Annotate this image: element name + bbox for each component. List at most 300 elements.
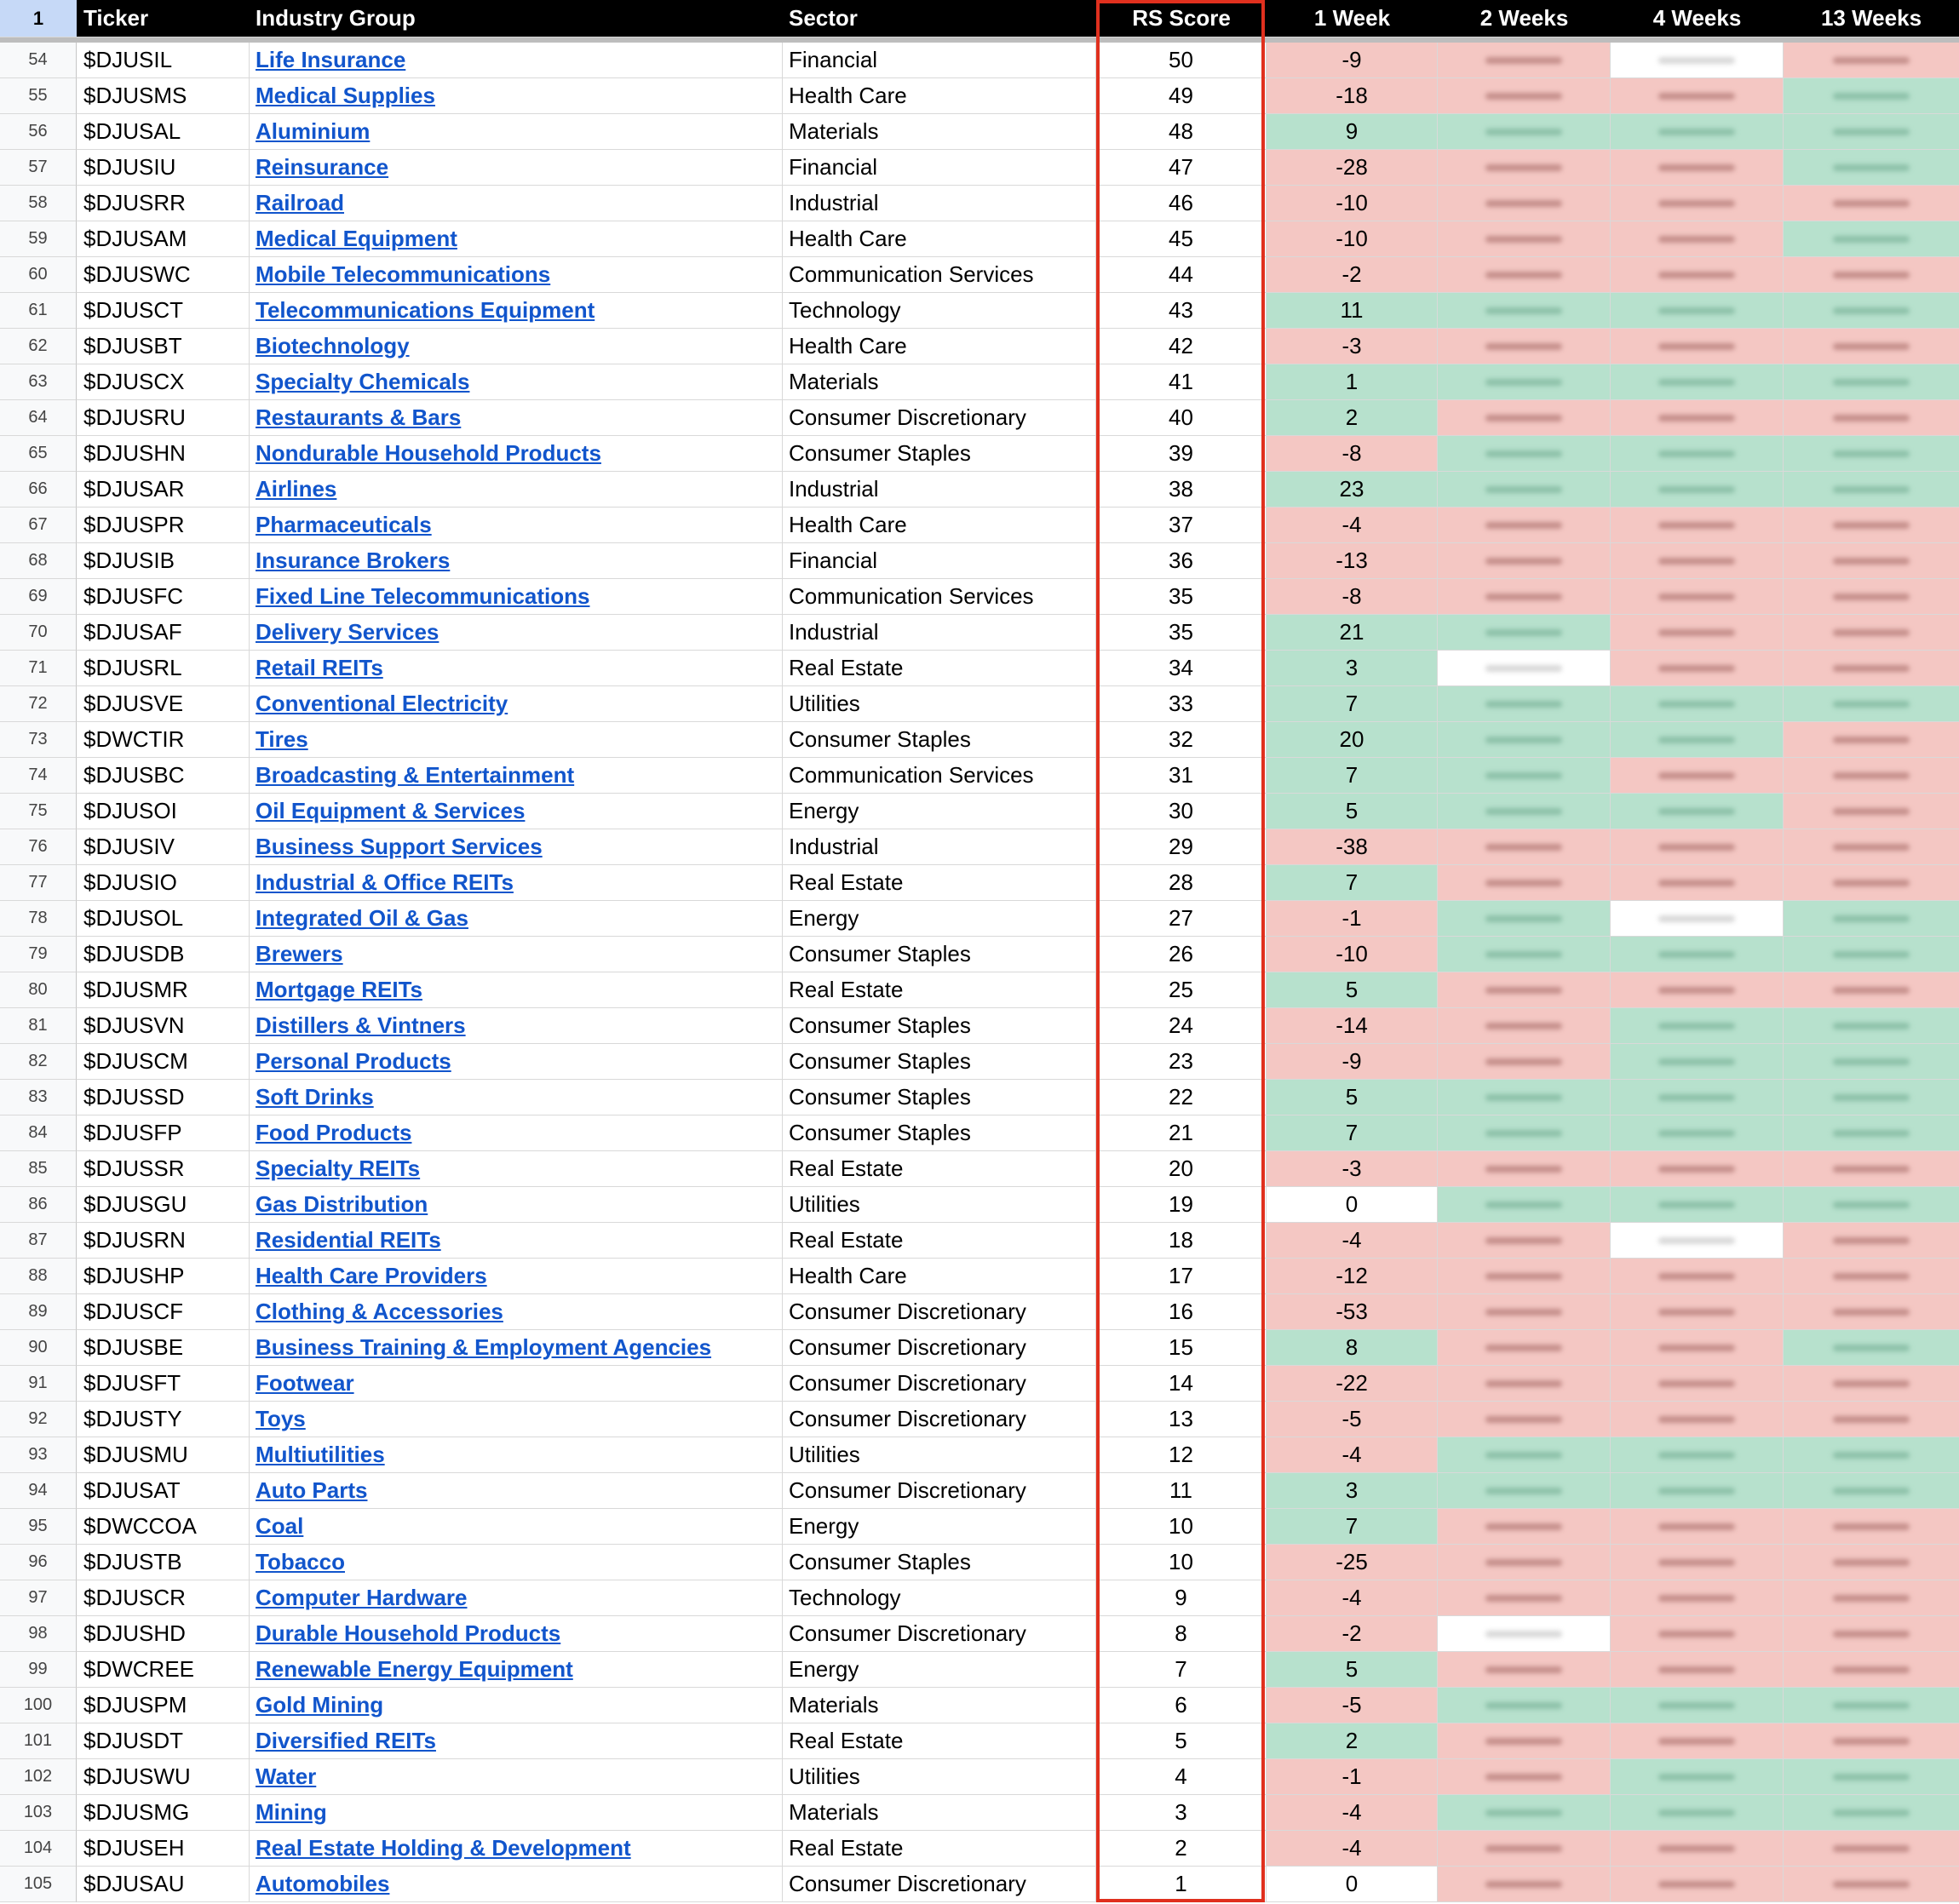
week-2-change-cell[interactable] <box>1438 1187 1611 1223</box>
week-13-change-cell[interactable] <box>1784 543 1959 579</box>
week-4-change-cell[interactable] <box>1611 1509 1784 1545</box>
industry-group-cell[interactable] <box>250 436 783 472</box>
week-13-change-cell[interactable] <box>1784 865 1959 901</box>
week-4-change-cell[interactable] <box>1611 1187 1784 1223</box>
industry-group-link[interactable]: Business Support Services <box>256 834 543 859</box>
week-2-change-cell[interactable] <box>1438 508 1611 543</box>
week-4-change-cell[interactable] <box>1611 1330 1784 1366</box>
industry-group-cell[interactable] <box>250 78 783 114</box>
rs-score-cell[interactable]: 49 <box>1096 78 1267 114</box>
week-2-change-cell[interactable] <box>1438 293 1611 329</box>
week-13-change-cell[interactable] <box>1784 114 1959 150</box>
rs-score-cell[interactable]: 26 <box>1096 937 1267 972</box>
ticker-cell[interactable]: $DJUSWU <box>77 1759 250 1795</box>
rs-score-cell[interactable]: 37 <box>1096 508 1267 543</box>
sector-cell[interactable]: Real Estate <box>783 972 1096 1008</box>
week-2-change-cell[interactable] <box>1438 400 1611 436</box>
industry-group-cell[interactable] <box>250 186 783 221</box>
week-13-change-cell[interactable] <box>1784 1616 1959 1652</box>
industry-group-cell[interactable] <box>250 221 783 257</box>
row-number[interactable]: 84 <box>0 1115 77 1151</box>
week-2-change-cell[interactable] <box>1438 865 1611 901</box>
week-4-change-cell[interactable] <box>1611 1473 1784 1509</box>
week-2-change-cell[interactable] <box>1438 722 1611 758</box>
industry-group-link[interactable]: Mortgage REITs <box>256 977 422 1002</box>
week-2-change-cell[interactable] <box>1438 1795 1611 1831</box>
sector-cell[interactable]: Health Care <box>783 1259 1096 1294</box>
week-2-change-cell[interactable] <box>1438 901 1611 937</box>
ticker-cell[interactable]: $DJUSWC <box>77 257 250 293</box>
week-1-change-cell[interactable]: -4 <box>1267 1795 1438 1831</box>
sector-cell[interactable]: Consumer Discretionary <box>783 1330 1096 1366</box>
week-4-change-cell[interactable] <box>1611 1437 1784 1473</box>
ticker-cell[interactable]: $DJUSIU <box>77 150 250 186</box>
week-2-change-cell[interactable] <box>1438 329 1611 364</box>
week-13-change-cell[interactable] <box>1784 1151 1959 1187</box>
week-13-change-cell[interactable] <box>1784 1759 1959 1795</box>
week-2-change-cell[interactable] <box>1438 257 1611 293</box>
row-number[interactable]: 65 <box>0 436 77 472</box>
ticker-cell[interactable]: $DJUSAU <box>77 1867 250 1902</box>
week-2-change-cell[interactable] <box>1438 1545 1611 1580</box>
week-2-change-cell[interactable] <box>1438 1759 1611 1795</box>
row-number[interactable]: 83 <box>0 1080 77 1115</box>
industry-group-cell[interactable] <box>250 472 783 508</box>
week-2-change-cell[interactable] <box>1438 1294 1611 1330</box>
column-header-industry-group[interactable]: Industry Group <box>250 0 783 37</box>
sector-cell[interactable]: Industrial <box>783 186 1096 221</box>
week-4-change-cell[interactable] <box>1611 972 1784 1008</box>
week-13-change-cell[interactable] <box>1784 829 1959 865</box>
week-1-change-cell[interactable]: 23 <box>1267 472 1438 508</box>
sector-cell[interactable]: Real Estate <box>783 1223 1096 1259</box>
industry-group-link[interactable]: Broadcasting & Entertainment <box>256 762 575 788</box>
sector-cell[interactable]: Consumer Discretionary <box>783 1294 1096 1330</box>
row-number[interactable]: 91 <box>0 1366 77 1402</box>
week-4-change-cell[interactable] <box>1611 1223 1784 1259</box>
week-1-change-cell[interactable]: 0 <box>1267 1187 1438 1223</box>
week-4-change-cell[interactable] <box>1611 1115 1784 1151</box>
week-4-change-cell[interactable] <box>1611 758 1784 794</box>
sector-cell[interactable]: Energy <box>783 1652 1096 1688</box>
header-row-number[interactable]: 1 <box>0 0 77 37</box>
row-number[interactable]: 90 <box>0 1330 77 1366</box>
week-2-change-cell[interactable] <box>1438 937 1611 972</box>
week-13-change-cell[interactable] <box>1784 1366 1959 1402</box>
rs-score-cell[interactable]: 39 <box>1096 436 1267 472</box>
sector-cell[interactable]: Financial <box>783 43 1096 78</box>
week-1-change-cell[interactable]: -25 <box>1267 1545 1438 1580</box>
week-2-change-cell[interactable] <box>1438 1151 1611 1187</box>
week-4-change-cell[interactable] <box>1611 651 1784 686</box>
industry-group-cell[interactable] <box>250 1223 783 1259</box>
industry-group-link[interactable]: Auto Parts <box>256 1477 368 1503</box>
industry-group-link[interactable]: Computer Hardware <box>256 1585 468 1610</box>
week-4-change-cell[interactable] <box>1611 1259 1784 1294</box>
rs-score-cell[interactable]: 24 <box>1096 1008 1267 1044</box>
rs-score-cell[interactable]: 46 <box>1096 186 1267 221</box>
industry-group-cell[interactable] <box>250 543 783 579</box>
row-number[interactable]: 69 <box>0 579 77 615</box>
industry-group-link[interactable]: Life Insurance <box>256 47 406 72</box>
row-number[interactable]: 97 <box>0 1580 77 1616</box>
week-13-change-cell[interactable] <box>1784 400 1959 436</box>
week-1-change-cell[interactable]: -9 <box>1267 43 1438 78</box>
week-13-change-cell[interactable] <box>1784 1402 1959 1437</box>
week-2-change-cell[interactable] <box>1438 794 1611 829</box>
week-1-change-cell[interactable]: -53 <box>1267 1294 1438 1330</box>
week-1-change-cell[interactable]: -2 <box>1267 257 1438 293</box>
row-number[interactable]: 105 <box>0 1867 77 1902</box>
industry-group-link[interactable]: Pharmaceuticals <box>256 512 432 537</box>
week-1-change-cell[interactable]: 2 <box>1267 1723 1438 1759</box>
industry-group-link[interactable]: Specialty Chemicals <box>256 369 470 394</box>
week-4-change-cell[interactable] <box>1611 364 1784 400</box>
column-header-ticker[interactable]: Ticker <box>77 0 250 37</box>
week-13-change-cell[interactable] <box>1784 1115 1959 1151</box>
industry-group-link[interactable]: Business Training & Employment Agencies <box>256 1334 712 1360</box>
ticker-cell[interactable]: $DJUSMG <box>77 1795 250 1831</box>
week-13-change-cell[interactable] <box>1784 1723 1959 1759</box>
week-1-change-cell[interactable]: -12 <box>1267 1259 1438 1294</box>
industry-group-cell[interactable] <box>250 1652 783 1688</box>
week-2-change-cell[interactable] <box>1438 1867 1611 1902</box>
week-4-change-cell[interactable] <box>1611 186 1784 221</box>
rs-score-cell[interactable]: 16 <box>1096 1294 1267 1330</box>
row-number[interactable]: 55 <box>0 78 77 114</box>
sector-cell[interactable]: Consumer Staples <box>783 722 1096 758</box>
rs-score-cell[interactable]: 10 <box>1096 1545 1267 1580</box>
week-13-change-cell[interactable] <box>1784 1294 1959 1330</box>
ticker-cell[interactable]: $DJUSSD <box>77 1080 250 1115</box>
week-1-change-cell[interactable]: -4 <box>1267 1580 1438 1616</box>
week-1-change-cell[interactable]: -4 <box>1267 1831 1438 1867</box>
row-number[interactable]: 93 <box>0 1437 77 1473</box>
rs-score-cell[interactable]: 4 <box>1096 1759 1267 1795</box>
sector-cell[interactable]: Consumer Discretionary <box>783 400 1096 436</box>
sector-cell[interactable]: Materials <box>783 114 1096 150</box>
industry-group-cell[interactable] <box>250 1473 783 1509</box>
rs-score-cell[interactable]: 20 <box>1096 1151 1267 1187</box>
industry-group-link[interactable]: Health Care Providers <box>256 1263 487 1288</box>
ticker-cell[interactable]: $DJUSMR <box>77 972 250 1008</box>
week-1-change-cell[interactable]: -1 <box>1267 901 1438 937</box>
week-4-change-cell[interactable] <box>1611 508 1784 543</box>
week-2-change-cell[interactable] <box>1438 1509 1611 1545</box>
week-1-change-cell[interactable]: 11 <box>1267 293 1438 329</box>
industry-group-link[interactable]: Tires <box>256 726 308 752</box>
sector-cell[interactable]: Technology <box>783 293 1096 329</box>
rs-score-cell[interactable]: 31 <box>1096 758 1267 794</box>
week-13-change-cell[interactable] <box>1784 293 1959 329</box>
rs-score-cell[interactable]: 22 <box>1096 1080 1267 1115</box>
rs-score-cell[interactable]: 18 <box>1096 1223 1267 1259</box>
rs-score-cell[interactable]: 1 <box>1096 1867 1267 1902</box>
industry-group-cell[interactable] <box>250 1437 783 1473</box>
industry-group-link[interactable]: Railroad <box>256 190 345 215</box>
ticker-cell[interactable]: $DJUSPM <box>77 1688 250 1723</box>
industry-group-link[interactable]: Toys <box>256 1406 306 1431</box>
row-number[interactable]: 100 <box>0 1688 77 1723</box>
week-1-change-cell[interactable]: 7 <box>1267 758 1438 794</box>
industry-group-cell[interactable] <box>250 1115 783 1151</box>
sector-cell[interactable]: Health Care <box>783 508 1096 543</box>
industry-group-link[interactable]: Medical Supplies <box>256 83 435 108</box>
industry-group-cell[interactable] <box>250 150 783 186</box>
industry-group-link[interactable]: Mobile Telecommunications <box>256 261 551 287</box>
week-2-change-cell[interactable] <box>1438 78 1611 114</box>
industry-group-link[interactable]: Nondurable Household Products <box>256 440 601 466</box>
week-1-change-cell[interactable]: -14 <box>1267 1008 1438 1044</box>
ticker-cell[interactable]: $DJUSFP <box>77 1115 250 1151</box>
week-1-change-cell[interactable]: -10 <box>1267 221 1438 257</box>
industry-group-cell[interactable] <box>250 257 783 293</box>
industry-group-link[interactable]: Delivery Services <box>256 619 439 645</box>
week-13-change-cell[interactable] <box>1784 508 1959 543</box>
industry-group-link[interactable]: Integrated Oil & Gas <box>256 905 468 931</box>
row-number[interactable]: 57 <box>0 150 77 186</box>
ticker-cell[interactable]: $DJUSAT <box>77 1473 250 1509</box>
ticker-cell[interactable]: $DJUSAM <box>77 221 250 257</box>
ticker-cell[interactable]: $DJUSTB <box>77 1545 250 1580</box>
week-1-change-cell[interactable]: -3 <box>1267 1151 1438 1187</box>
sector-cell[interactable]: Health Care <box>783 329 1096 364</box>
industry-group-link[interactable]: Footwear <box>256 1370 354 1396</box>
week-4-change-cell[interactable] <box>1611 1580 1784 1616</box>
ticker-cell[interactable]: $DJUSIV <box>77 829 250 865</box>
row-number[interactable]: 66 <box>0 472 77 508</box>
sector-cell[interactable]: Industrial <box>783 472 1096 508</box>
week-2-change-cell[interactable] <box>1438 1223 1611 1259</box>
industry-group-cell[interactable] <box>250 651 783 686</box>
ticker-cell[interactable]: $DJUSTY <box>77 1402 250 1437</box>
rs-score-cell[interactable]: 3 <box>1096 1795 1267 1831</box>
rs-score-cell[interactable]: 48 <box>1096 114 1267 150</box>
industry-group-cell[interactable] <box>250 1867 783 1902</box>
ticker-cell[interactable]: $DJUSHD <box>77 1616 250 1652</box>
sector-cell[interactable]: Financial <box>783 150 1096 186</box>
row-number[interactable]: 74 <box>0 758 77 794</box>
week-13-change-cell[interactable] <box>1784 186 1959 221</box>
week-1-change-cell[interactable]: 7 <box>1267 1509 1438 1545</box>
row-number[interactable]: 99 <box>0 1652 77 1688</box>
ticker-cell[interactable]: $DJUSRR <box>77 186 250 221</box>
week-4-change-cell[interactable] <box>1611 78 1784 114</box>
week-13-change-cell[interactable] <box>1784 937 1959 972</box>
industry-group-link[interactable]: Distillers & Vintners <box>256 1012 466 1038</box>
industry-group-cell[interactable] <box>250 1831 783 1867</box>
sector-cell[interactable]: Consumer Staples <box>783 1080 1096 1115</box>
rs-score-cell[interactable]: 43 <box>1096 293 1267 329</box>
industry-group-cell[interactable] <box>250 293 783 329</box>
week-13-change-cell[interactable] <box>1784 329 1959 364</box>
industry-group-link[interactable]: Industrial & Office REITs <box>256 869 514 895</box>
rs-score-cell[interactable]: 38 <box>1096 472 1267 508</box>
row-number[interactable]: 73 <box>0 722 77 758</box>
sector-cell[interactable]: Materials <box>783 1795 1096 1831</box>
sector-cell[interactable]: Consumer Staples <box>783 1545 1096 1580</box>
industry-group-cell[interactable] <box>250 1545 783 1580</box>
week-1-change-cell[interactable]: -4 <box>1267 1223 1438 1259</box>
industry-group-cell[interactable] <box>250 794 783 829</box>
industry-group-cell[interactable] <box>250 1616 783 1652</box>
ticker-cell[interactable]: $DJUSRN <box>77 1223 250 1259</box>
row-number[interactable]: 81 <box>0 1008 77 1044</box>
sector-cell[interactable]: Materials <box>783 1688 1096 1723</box>
week-2-change-cell[interactable] <box>1438 579 1611 615</box>
week-4-change-cell[interactable] <box>1611 579 1784 615</box>
week-4-change-cell[interactable] <box>1611 1867 1784 1902</box>
industry-group-cell[interactable] <box>250 1580 783 1616</box>
week-13-change-cell[interactable] <box>1784 615 1959 651</box>
week-13-change-cell[interactable] <box>1784 1330 1959 1366</box>
week-1-change-cell[interactable]: -38 <box>1267 829 1438 865</box>
week-4-change-cell[interactable] <box>1611 1688 1784 1723</box>
week-13-change-cell[interactable] <box>1784 43 1959 78</box>
week-13-change-cell[interactable] <box>1784 686 1959 722</box>
week-13-change-cell[interactable] <box>1784 1580 1959 1616</box>
ticker-cell[interactable]: $DJUSBE <box>77 1330 250 1366</box>
industry-group-cell[interactable] <box>250 1044 783 1080</box>
week-1-change-cell[interactable]: 5 <box>1267 794 1438 829</box>
row-number[interactable]: 54 <box>0 43 77 78</box>
industry-group-link[interactable]: Coal <box>256 1513 304 1539</box>
week-2-change-cell[interactable] <box>1438 651 1611 686</box>
week-2-change-cell[interactable] <box>1438 1723 1611 1759</box>
industry-group-link[interactable]: Durable Household Products <box>256 1620 561 1646</box>
row-number[interactable]: 60 <box>0 257 77 293</box>
industry-group-cell[interactable] <box>250 937 783 972</box>
week-13-change-cell[interactable] <box>1784 257 1959 293</box>
week-4-change-cell[interactable] <box>1611 1294 1784 1330</box>
week-4-change-cell[interactable] <box>1611 257 1784 293</box>
rs-score-cell[interactable]: 2 <box>1096 1831 1267 1867</box>
row-number[interactable]: 67 <box>0 508 77 543</box>
ticker-cell[interactable]: $DJUSCX <box>77 364 250 400</box>
row-number[interactable]: 61 <box>0 293 77 329</box>
ticker-cell[interactable]: $DJUSBT <box>77 329 250 364</box>
ticker-cell[interactable]: $DJUSRL <box>77 651 250 686</box>
ticker-cell[interactable]: $DJUSMS <box>77 78 250 114</box>
rs-score-cell[interactable]: 35 <box>1096 579 1267 615</box>
rs-score-cell[interactable]: 17 <box>1096 1259 1267 1294</box>
sector-cell[interactable]: Consumer Discretionary <box>783 1402 1096 1437</box>
week-4-change-cell[interactable] <box>1611 722 1784 758</box>
sector-cell[interactable]: Utilities <box>783 1187 1096 1223</box>
industry-group-link[interactable]: Diversified REITs <box>256 1728 436 1753</box>
week-13-change-cell[interactable] <box>1784 1509 1959 1545</box>
sector-cell[interactable]: Industrial <box>783 615 1096 651</box>
week-4-change-cell[interactable] <box>1611 1616 1784 1652</box>
row-number[interactable]: 72 <box>0 686 77 722</box>
week-1-change-cell[interactable]: 3 <box>1267 1473 1438 1509</box>
industry-group-link[interactable]: Soft Drinks <box>256 1084 374 1110</box>
week-1-change-cell[interactable]: -5 <box>1267 1402 1438 1437</box>
week-1-change-cell[interactable]: -2 <box>1267 1616 1438 1652</box>
row-number[interactable]: 85 <box>0 1151 77 1187</box>
industry-group-link[interactable]: Mining <box>256 1799 327 1825</box>
sector-cell[interactable]: Materials <box>783 364 1096 400</box>
industry-group-link[interactable]: Multiutilities <box>256 1442 385 1467</box>
row-number[interactable]: 98 <box>0 1616 77 1652</box>
week-4-change-cell[interactable] <box>1611 615 1784 651</box>
week-4-change-cell[interactable] <box>1611 1759 1784 1795</box>
rs-score-cell[interactable]: 32 <box>1096 722 1267 758</box>
week-2-change-cell[interactable] <box>1438 686 1611 722</box>
sector-cell[interactable]: Consumer Staples <box>783 1115 1096 1151</box>
row-number[interactable]: 71 <box>0 651 77 686</box>
week-1-change-cell[interactable]: 5 <box>1267 972 1438 1008</box>
industry-group-cell[interactable] <box>250 114 783 150</box>
row-number[interactable]: 75 <box>0 794 77 829</box>
week-2-change-cell[interactable] <box>1438 1437 1611 1473</box>
row-number[interactable]: 80 <box>0 972 77 1008</box>
week-4-change-cell[interactable] <box>1611 293 1784 329</box>
industry-group-cell[interactable] <box>250 758 783 794</box>
row-number[interactable]: 58 <box>0 186 77 221</box>
column-header-rs-score[interactable]: RS Score <box>1096 0 1267 37</box>
sector-cell[interactable]: Communication Services <box>783 579 1096 615</box>
week-1-change-cell[interactable]: -4 <box>1267 508 1438 543</box>
week-1-change-cell[interactable]: -13 <box>1267 543 1438 579</box>
week-13-change-cell[interactable] <box>1784 1688 1959 1723</box>
week-1-change-cell[interactable]: 1 <box>1267 364 1438 400</box>
ticker-cell[interactable]: $DJUSVE <box>77 686 250 722</box>
ticker-cell[interactable]: $DJUSAF <box>77 615 250 651</box>
week-4-change-cell[interactable] <box>1611 1151 1784 1187</box>
row-number[interactable]: 59 <box>0 221 77 257</box>
week-2-change-cell[interactable] <box>1438 1402 1611 1437</box>
week-2-change-cell[interactable] <box>1438 1080 1611 1115</box>
week-4-change-cell[interactable] <box>1611 400 1784 436</box>
week-13-change-cell[interactable] <box>1784 1259 1959 1294</box>
week-2-change-cell[interactable] <box>1438 758 1611 794</box>
sector-cell[interactable]: Health Care <box>783 78 1096 114</box>
week-2-change-cell[interactable] <box>1438 1688 1611 1723</box>
week-4-change-cell[interactable] <box>1611 43 1784 78</box>
week-1-change-cell[interactable]: -5 <box>1267 1688 1438 1723</box>
row-number[interactable]: 77 <box>0 865 77 901</box>
week-4-change-cell[interactable] <box>1611 829 1784 865</box>
rs-score-cell[interactable]: 28 <box>1096 865 1267 901</box>
ticker-cell[interactable]: $DJUSAL <box>77 114 250 150</box>
row-number[interactable]: 64 <box>0 400 77 436</box>
week-1-change-cell[interactable]: -10 <box>1267 937 1438 972</box>
week-13-change-cell[interactable] <box>1784 1652 1959 1688</box>
week-13-change-cell[interactable] <box>1784 651 1959 686</box>
ticker-cell[interactable]: $DJUSFC <box>77 579 250 615</box>
industry-group-link[interactable]: Personal Products <box>256 1048 451 1074</box>
week-4-change-cell[interactable] <box>1611 1545 1784 1580</box>
row-number[interactable]: 88 <box>0 1259 77 1294</box>
row-number[interactable]: 70 <box>0 615 77 651</box>
week-4-change-cell[interactable] <box>1611 1366 1784 1402</box>
row-number[interactable]: 104 <box>0 1831 77 1867</box>
row-number[interactable]: 103 <box>0 1795 77 1831</box>
week-2-change-cell[interactable] <box>1438 972 1611 1008</box>
week-2-change-cell[interactable] <box>1438 543 1611 579</box>
week-4-change-cell[interactable] <box>1611 543 1784 579</box>
week-2-change-cell[interactable] <box>1438 615 1611 651</box>
week-1-change-cell[interactable]: -3 <box>1267 329 1438 364</box>
row-number[interactable]: 68 <box>0 543 77 579</box>
week-2-change-cell[interactable] <box>1438 472 1611 508</box>
industry-group-link[interactable]: Telecommunications Equipment <box>256 297 595 323</box>
rs-score-cell[interactable]: 25 <box>1096 972 1267 1008</box>
industry-group-link[interactable]: Aluminium <box>256 118 371 144</box>
column-header-4-weeks[interactable]: 4 Weeks <box>1611 0 1784 37</box>
sector-cell[interactable]: Consumer Staples <box>783 436 1096 472</box>
